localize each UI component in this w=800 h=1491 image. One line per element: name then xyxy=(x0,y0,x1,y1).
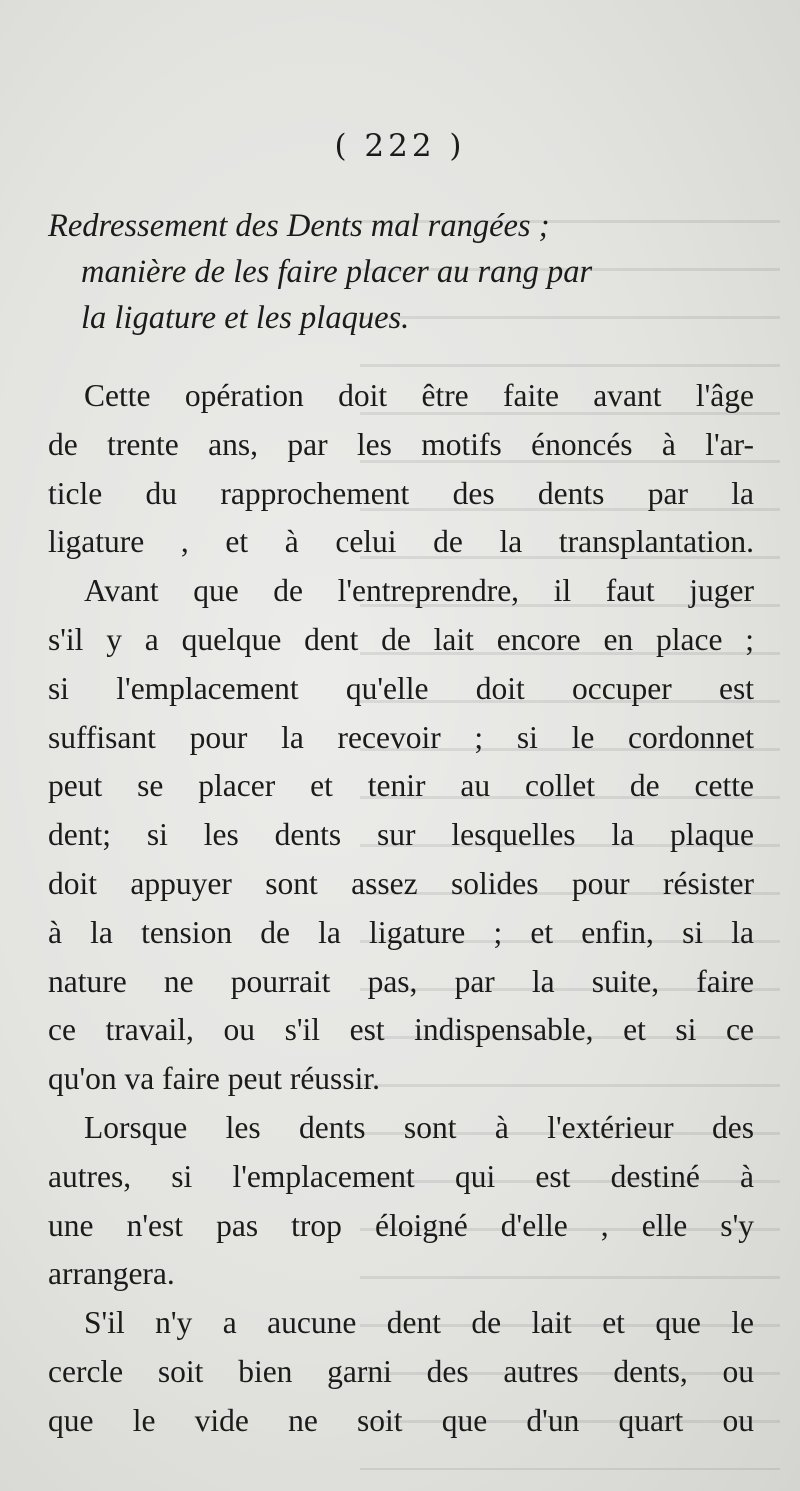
section-heading xyxy=(48,203,760,341)
heading-line: Redressement des Dents mal rangées ; xyxy=(48,208,550,244)
text-line: S'il n'y a aucune dent de lait et que le xyxy=(84,1305,754,1341)
text-line: de trente ans, par les motifs énoncés à l'ar- xyxy=(48,426,754,462)
text-line: doit appuyer sont assez solides pour résister xyxy=(48,865,754,901)
text-line: arrangera. xyxy=(48,1256,175,1292)
text-line: suffisant pour la recevoir ; si le cordonnet xyxy=(48,719,754,755)
text-line: Lorsque les dents sont à l'extérieur des xyxy=(84,1109,754,1145)
page-number: ( 222 ) xyxy=(334,128,466,164)
text-line: si l'emplacement qu'elle doit occuper est xyxy=(48,670,754,706)
text-line: s'il y a quelque dent de lait encore en place ; xyxy=(48,621,754,657)
text-line: dent; si les dents sur lesquelles la plaque xyxy=(48,817,754,853)
text-line: ticle du rapprochement des dents par la xyxy=(48,475,754,511)
body-text xyxy=(48,372,754,1446)
heading-line: la ligature et les plaques. xyxy=(81,300,410,336)
text-line: autres, si l'emplacement qui est destiné à xyxy=(48,1158,754,1194)
text-line: une n'est pas trop éloigné d'elle , elle s'y xyxy=(48,1207,754,1243)
text-line: cercle soit bien garni des autres dents, ou xyxy=(48,1353,754,1389)
text-line: peut se placer et tenir au collet de cette xyxy=(48,768,754,804)
text-line: Cette opération doit être faite avant l'âge xyxy=(84,378,754,413)
text-line: Avant que de l'entreprendre, il faut juger xyxy=(84,573,754,609)
text-line: qu'on va faire peut réussir. xyxy=(48,1061,380,1097)
text-line: ligature , et à celui de la transplantation. xyxy=(48,524,754,560)
text-line: que le vide ne soit que d'un quart ou xyxy=(48,1402,754,1438)
text-line: ce travail, ou s'il est indispensable, et si ce xyxy=(48,1012,754,1048)
text-line: nature ne pourrait pas, par la suite, faire xyxy=(48,963,754,999)
heading-line: manière de les faire placer au rang par xyxy=(81,254,593,290)
text-line: à la tension de la ligature ; et enfin, si la xyxy=(48,914,754,950)
